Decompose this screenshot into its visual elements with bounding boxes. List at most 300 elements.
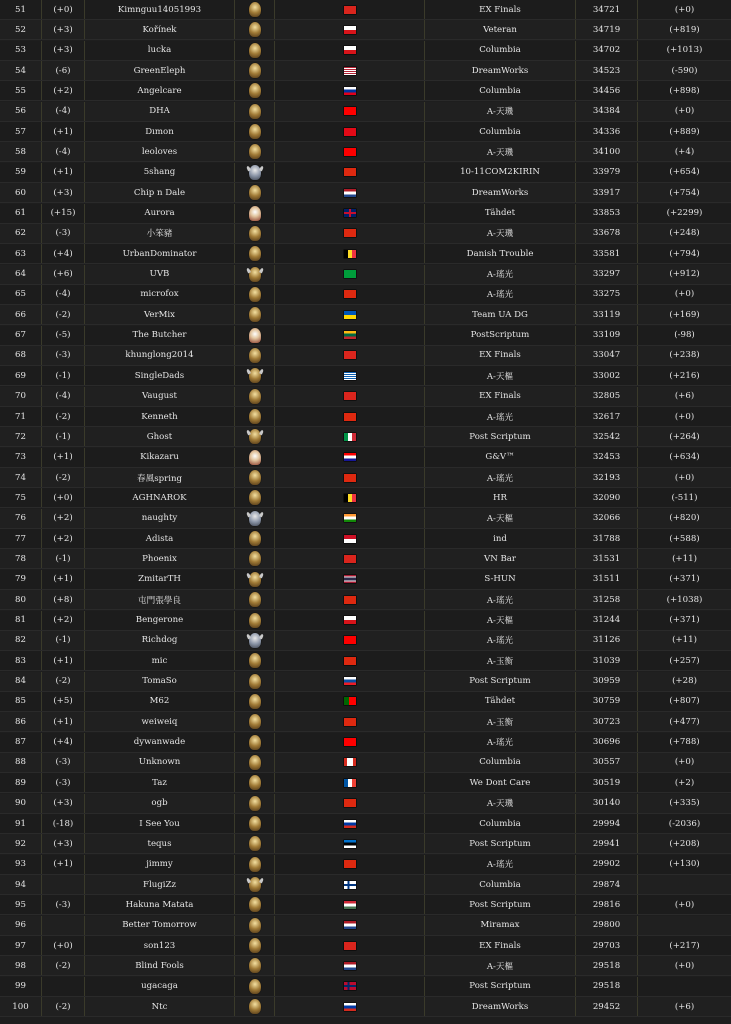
player-name[interactable]: Kenneth <box>84 407 234 426</box>
table-row[interactable] <box>0 509 731 529</box>
score-cell: 34721 <box>575 0 637 19</box>
team-name[interactable]: A-瑤光 <box>424 631 575 650</box>
country-cell <box>274 895 424 914</box>
team-name[interactable]: Danish Trouble <box>424 244 575 263</box>
player-name[interactable]: leoloves <box>84 142 234 161</box>
player-name[interactable]: Bengerone <box>84 611 234 630</box>
team-name[interactable]: A-玉衡 <box>424 712 575 731</box>
race-cell <box>234 509 274 528</box>
country-flag-icon <box>344 820 356 828</box>
player-name[interactable]: M62 <box>84 692 234 711</box>
country-cell <box>274 244 424 263</box>
race-helmet-icon <box>249 409 261 424</box>
team-name[interactable]: Columbia <box>424 122 575 141</box>
rank-change-cell: (+1) <box>41 163 84 182</box>
score-gain-cell: (+0) <box>637 895 731 914</box>
score-cell: 33581 <box>575 244 637 263</box>
race-helmet-icon <box>249 389 261 404</box>
team-name[interactable]: EX Finals <box>424 936 575 955</box>
table-row[interactable] <box>0 529 731 549</box>
table-row[interactable] <box>0 488 731 508</box>
race-helmet-icon <box>249 450 261 465</box>
country-cell <box>274 814 424 833</box>
player-name[interactable]: 5shang <box>84 163 234 182</box>
race-cell <box>234 224 274 243</box>
country-flag-icon <box>344 168 356 176</box>
country-flag-icon <box>344 636 356 644</box>
score-gain-cell: (+820) <box>637 509 731 528</box>
race-helmet-icon <box>249 470 261 485</box>
rank-cell: 98 <box>15 960 26 971</box>
score-cell: 32453 <box>575 448 637 467</box>
score-gain-cell: (+788) <box>637 733 731 752</box>
score-cell: 33047 <box>575 346 637 365</box>
table-row[interactable] <box>0 122 731 142</box>
country-cell <box>274 102 424 121</box>
score-cell: 30723 <box>575 712 637 731</box>
race-helmet-icon <box>249 735 261 750</box>
team-name[interactable]: Post Scriptum <box>424 672 575 691</box>
race-helmet-icon <box>249 796 261 811</box>
team-name[interactable]: Post Scriptum <box>424 895 575 914</box>
table-row[interactable] <box>0 997 731 1017</box>
table-row[interactable] <box>0 468 731 488</box>
rank-change-cell: (+1) <box>41 122 84 141</box>
score-cell: 29941 <box>575 834 637 853</box>
rank-cell: 67 <box>15 330 26 341</box>
player-name[interactable]: Ntc <box>84 997 234 1016</box>
score-gain-cell: (+6) <box>637 387 731 406</box>
rank-change-cell: (-4) <box>41 387 84 406</box>
team-name[interactable]: S-HUN <box>424 570 575 589</box>
team-name[interactable]: A-瑤光 <box>424 855 575 874</box>
score-gain-cell: (+335) <box>637 794 731 813</box>
rank-cell: 55 <box>15 85 26 96</box>
country-cell <box>274 488 424 507</box>
score-cell: 31531 <box>575 549 637 568</box>
table-row[interactable] <box>0 651 731 671</box>
player-name[interactable]: I See You <box>84 814 234 833</box>
score-gain-cell: (+0) <box>637 468 731 487</box>
rank-cell: 82 <box>15 635 26 646</box>
table-row[interactable] <box>0 916 731 936</box>
race-cell <box>234 611 274 630</box>
player-name[interactable]: GreenEleph <box>84 61 234 80</box>
rank-cell: 63 <box>15 248 26 259</box>
table-row[interactable] <box>0 712 731 732</box>
race-cell <box>234 794 274 813</box>
race-cell <box>234 936 274 955</box>
race-cell <box>234 285 274 304</box>
table-row[interactable] <box>0 407 731 427</box>
race-cell <box>234 427 274 446</box>
team-name[interactable]: A-天樞 <box>424 366 575 385</box>
player-name[interactable]: khunglong2014 <box>84 346 234 365</box>
score-gain-cell: (+28) <box>637 672 731 691</box>
country-cell <box>274 20 424 39</box>
rank-cell: 77 <box>15 533 26 544</box>
race-helmet-icon <box>249 897 261 912</box>
team-name[interactable]: EX Finals <box>424 346 575 365</box>
table-row[interactable] <box>0 977 731 997</box>
score-gain-cell: (-98) <box>637 326 731 345</box>
race-helmet-icon <box>249 287 261 302</box>
team-name[interactable]: Team UA DG <box>424 305 575 324</box>
country-flag-icon <box>344 107 356 115</box>
table-row[interactable] <box>0 265 731 285</box>
country-cell <box>274 224 424 243</box>
race-cell <box>234 916 274 935</box>
rank-change-cell: (+4) <box>41 244 84 263</box>
team-name[interactable]: Columbia <box>424 814 575 833</box>
rank-cell: 71 <box>15 411 26 422</box>
player-name[interactable]: The Butcher <box>84 326 234 345</box>
race-helmet-icon <box>249 226 261 241</box>
team-name[interactable]: 10-11COM2KIRIN <box>424 163 575 182</box>
player-name[interactable]: Chip n Dale <box>84 183 234 202</box>
score-cell: 33979 <box>575 163 637 182</box>
table-row[interactable] <box>0 305 731 325</box>
country-cell <box>274 183 424 202</box>
race-cell <box>234 651 274 670</box>
race-cell <box>234 326 274 345</box>
team-name[interactable]: A-瑤光 <box>424 590 575 609</box>
player-name[interactable]: 春風spring <box>84 468 234 487</box>
rank-change-cell: (+1) <box>41 712 84 731</box>
player-name[interactable]: DHA <box>84 102 234 121</box>
race-helmet-icon <box>249 348 261 363</box>
score-gain-cell: (+130) <box>637 855 731 874</box>
table-row[interactable] <box>0 814 731 834</box>
race-cell <box>234 956 274 975</box>
team-name[interactable]: A-天璣 <box>424 102 575 121</box>
country-cell <box>274 590 424 609</box>
table-row[interactable] <box>0 20 731 40</box>
team-name[interactable]: A-瑤光 <box>424 265 575 284</box>
player-name[interactable]: Kořínek <box>84 20 234 39</box>
team-name[interactable]: ind <box>424 529 575 548</box>
team-name[interactable]: EX Finals <box>424 387 575 406</box>
score-cell: 30140 <box>575 794 637 813</box>
player-name[interactable]: son123 <box>84 936 234 955</box>
race-cell <box>234 997 274 1016</box>
score-cell: 29816 <box>575 895 637 914</box>
score-cell: 34702 <box>575 41 637 60</box>
team-name[interactable]: A-天璣 <box>424 794 575 813</box>
team-name[interactable]: A-天樞 <box>424 509 575 528</box>
rank-cell: 73 <box>15 452 26 463</box>
team-name[interactable]: Columbia <box>424 41 575 60</box>
player-name[interactable]: Taz <box>84 773 234 792</box>
table-row[interactable] <box>0 956 731 976</box>
table-row[interactable] <box>0 204 731 224</box>
player-name[interactable]: FlugiZz <box>84 875 234 894</box>
team-name[interactable]: Tähdet <box>424 204 575 223</box>
race-cell <box>234 183 274 202</box>
score-gain-cell: (+257) <box>637 651 731 670</box>
rank-change-cell: (+4) <box>41 733 84 752</box>
race-cell <box>234 41 274 60</box>
player-name[interactable]: ZmitarTH <box>84 570 234 589</box>
player-name[interactable]: mic <box>84 651 234 670</box>
team-name[interactable]: Tähdet <box>424 692 575 711</box>
score-gain-cell: (+371) <box>637 611 731 630</box>
table-row[interactable] <box>0 61 731 81</box>
player-name[interactable]: microfox <box>84 285 234 304</box>
player-name[interactable]: Aurora <box>84 204 234 223</box>
team-name[interactable]: Post Scriptum <box>424 427 575 446</box>
rank-cell: 88 <box>15 757 26 768</box>
player-name[interactable]: Better Tomorrow <box>84 916 234 935</box>
score-gain-cell: (+216) <box>637 366 731 385</box>
country-cell <box>274 631 424 650</box>
score-cell: 34384 <box>575 102 637 121</box>
race-cell <box>234 448 274 467</box>
team-name[interactable]: VN Bar <box>424 549 575 568</box>
race-cell <box>234 590 274 609</box>
team-name[interactable]: We Dont Care <box>424 773 575 792</box>
player-name[interactable]: UrbanDominator <box>84 244 234 263</box>
player-name[interactable]: AGHNAROK <box>84 488 234 507</box>
team-name[interactable]: G&V™ <box>424 448 575 467</box>
score-cell: 33853 <box>575 204 637 223</box>
score-cell: 30519 <box>575 773 637 792</box>
rank-change-cell: (+2) <box>41 81 84 100</box>
player-name[interactable]: weiweiq <box>84 712 234 731</box>
country-flag-icon <box>344 738 356 746</box>
rank-change-cell <box>41 875 84 894</box>
table-row[interactable] <box>0 41 731 61</box>
player-name[interactable]: lucka <box>84 41 234 60</box>
player-name[interactable]: ogb <box>84 794 234 813</box>
player-name[interactable]: Richdog <box>84 631 234 650</box>
country-cell <box>274 875 424 894</box>
country-flag-icon <box>344 433 356 441</box>
score-cell: 29800 <box>575 916 637 935</box>
race-cell <box>234 875 274 894</box>
rank-change-cell: (-2) <box>41 468 84 487</box>
rank-cell: 75 <box>15 492 26 503</box>
rank-change-cell: (+2) <box>41 611 84 630</box>
score-gain-cell: (+0) <box>637 102 731 121</box>
table-row[interactable] <box>0 631 731 651</box>
team-name[interactable]: A-瑤光 <box>424 468 575 487</box>
country-cell <box>274 773 424 792</box>
score-cell: 34100 <box>575 142 637 161</box>
table-row[interactable] <box>0 855 731 875</box>
country-flag-icon <box>344 270 356 278</box>
rank-change-cell: (-2) <box>41 956 84 975</box>
table-row[interactable] <box>0 692 731 712</box>
race-cell <box>234 387 274 406</box>
team-name[interactable]: A-天樞 <box>424 611 575 630</box>
table-row[interactable] <box>0 794 731 814</box>
country-cell <box>274 265 424 284</box>
team-name[interactable]: Columbia <box>424 875 575 894</box>
country-flag-icon <box>344 758 356 766</box>
table-row[interactable] <box>0 570 731 590</box>
table-row[interactable] <box>0 672 731 692</box>
race-helmet-icon <box>249 613 261 628</box>
country-flag-icon <box>344 128 356 136</box>
player-name[interactable]: Angelcare <box>84 81 234 100</box>
race-helmet-icon <box>249 592 261 607</box>
country-flag-icon <box>344 494 356 502</box>
rank-change-cell: (-2) <box>41 305 84 324</box>
table-row[interactable] <box>0 224 731 244</box>
player-name[interactable]: Kikazaru <box>84 448 234 467</box>
team-name[interactable]: Columbia <box>424 753 575 772</box>
player-name[interactable]: jimmy <box>84 855 234 874</box>
country-cell <box>274 753 424 772</box>
table-row[interactable] <box>0 163 731 183</box>
country-flag-icon <box>344 840 356 848</box>
table-row[interactable] <box>0 448 731 468</box>
score-cell: 32617 <box>575 407 637 426</box>
team-name[interactable]: Post Scriptum <box>424 834 575 853</box>
table-row[interactable] <box>0 936 731 956</box>
country-cell <box>274 448 424 467</box>
race-helmet-icon <box>249 490 261 505</box>
player-name[interactable]: Ghost <box>84 427 234 446</box>
country-flag-icon <box>344 575 356 583</box>
table-row[interactable] <box>0 387 731 407</box>
table-row[interactable] <box>0 590 731 610</box>
team-name[interactable]: HR <box>424 488 575 507</box>
team-name[interactable]: A-天璣 <box>424 224 575 243</box>
score-gain-cell: (+169) <box>637 305 731 324</box>
score-cell: 33109 <box>575 326 637 345</box>
player-name[interactable]: Hakuna Matata <box>84 895 234 914</box>
score-cell: 30557 <box>575 753 637 772</box>
team-name[interactable]: A-瑤光 <box>424 733 575 752</box>
rank-cell: 57 <box>15 126 26 137</box>
team-name[interactable]: Post Scriptum <box>424 977 575 996</box>
player-name[interactable]: UVB <box>84 265 234 284</box>
team-name[interactable]: A-瑤光 <box>424 285 575 304</box>
race-helmet-icon <box>249 857 261 872</box>
country-cell <box>274 956 424 975</box>
player-name[interactable]: naughty <box>84 509 234 528</box>
table-row[interactable] <box>0 142 731 162</box>
score-gain-cell: (+11) <box>637 631 731 650</box>
player-name[interactable]: dywanwade <box>84 733 234 752</box>
player-name[interactable]: Dımon <box>84 122 234 141</box>
country-flag-icon <box>344 413 356 421</box>
country-cell <box>274 712 424 731</box>
table-row[interactable] <box>0 875 731 895</box>
team-name[interactable]: Columbia <box>424 81 575 100</box>
team-name[interactable]: A-玉衡 <box>424 651 575 670</box>
table-row[interactable] <box>0 81 731 101</box>
player-name[interactable]: TomaSo <box>84 672 234 691</box>
rank-cell: 51 <box>15 4 26 15</box>
player-name[interactable]: 小笨豬 <box>84 224 234 243</box>
race-cell <box>234 204 274 223</box>
race-cell <box>234 549 274 568</box>
score-cell: 31258 <box>575 590 637 609</box>
score-cell: 31788 <box>575 529 637 548</box>
team-name[interactable]: A-瑤光 <box>424 407 575 426</box>
country-cell <box>274 305 424 324</box>
table-row[interactable] <box>0 773 731 793</box>
rank-change-cell: (+15) <box>41 204 84 223</box>
player-name[interactable]: ugacaga <box>84 977 234 996</box>
player-name[interactable]: Kimnguu14051993 <box>84 0 234 19</box>
rank-cell: 61 <box>15 208 26 218</box>
rank-change-cell: (-5) <box>41 326 84 345</box>
country-cell <box>274 204 424 223</box>
team-name[interactable]: EX Finals <box>424 0 575 19</box>
player-name[interactable]: Phoenix <box>84 549 234 568</box>
race-helmet-icon <box>249 267 261 282</box>
rank-cell: 66 <box>15 309 26 320</box>
rank-cell: 52 <box>15 24 26 35</box>
race-cell <box>234 895 274 914</box>
player-name[interactable]: VerMix <box>84 305 234 324</box>
country-flag-icon <box>344 372 356 380</box>
team-name[interactable]: PostScriptum <box>424 326 575 345</box>
player-name[interactable]: 屯門張學良 <box>84 590 234 609</box>
table-row[interactable] <box>0 346 731 366</box>
team-name[interactable]: DreamWorks <box>424 997 575 1016</box>
player-name[interactable]: Blind Fools <box>84 956 234 975</box>
rank-change-cell: (+0) <box>41 936 84 955</box>
player-name[interactable]: tequs <box>84 834 234 853</box>
player-name[interactable]: Adista <box>84 529 234 548</box>
score-gain-cell: (+754) <box>637 183 731 202</box>
race-helmet-icon <box>249 979 261 994</box>
race-helmet-icon <box>249 551 261 566</box>
table-row[interactable] <box>0 285 731 305</box>
player-name[interactable]: Unknown <box>84 753 234 772</box>
table-row[interactable] <box>0 611 731 631</box>
table-row[interactable] <box>0 0 731 20</box>
rank-change-cell: (-2) <box>41 672 84 691</box>
team-name[interactable]: DreamWorks <box>424 183 575 202</box>
rank-cell: 89 <box>15 777 26 788</box>
team-name[interactable]: Miramax <box>424 916 575 935</box>
team-name[interactable]: A-天樞 <box>424 956 575 975</box>
table-row[interactable] <box>0 183 731 203</box>
table-row[interactable] <box>0 366 731 386</box>
rank-cell: 76 <box>15 513 26 524</box>
table-row[interactable] <box>0 102 731 122</box>
country-cell <box>274 41 424 60</box>
table-row[interactable] <box>0 549 731 569</box>
team-name[interactable]: Veteran <box>424 20 575 39</box>
score-cell: 34336 <box>575 122 637 141</box>
table-row[interactable] <box>0 834 731 854</box>
rank-cell: 70 <box>15 391 26 402</box>
race-cell <box>234 20 274 39</box>
country-cell <box>274 122 424 141</box>
player-name[interactable]: Vaugust <box>84 387 234 406</box>
table-row[interactable] <box>0 895 731 915</box>
team-name[interactable]: A-天璣 <box>424 142 575 161</box>
table-row[interactable] <box>0 244 731 264</box>
table-row[interactable] <box>0 733 731 753</box>
player-name[interactable]: SingleDads <box>84 366 234 385</box>
rank-change-cell: (+8) <box>41 590 84 609</box>
country-cell <box>274 733 424 752</box>
team-name[interactable]: DreamWorks <box>424 61 575 80</box>
table-row[interactable] <box>0 753 731 773</box>
score-gain-cell: (+238) <box>637 346 731 365</box>
table-row[interactable] <box>0 427 731 447</box>
race-helmet-icon <box>249 511 261 526</box>
table-row[interactable] <box>0 326 731 346</box>
